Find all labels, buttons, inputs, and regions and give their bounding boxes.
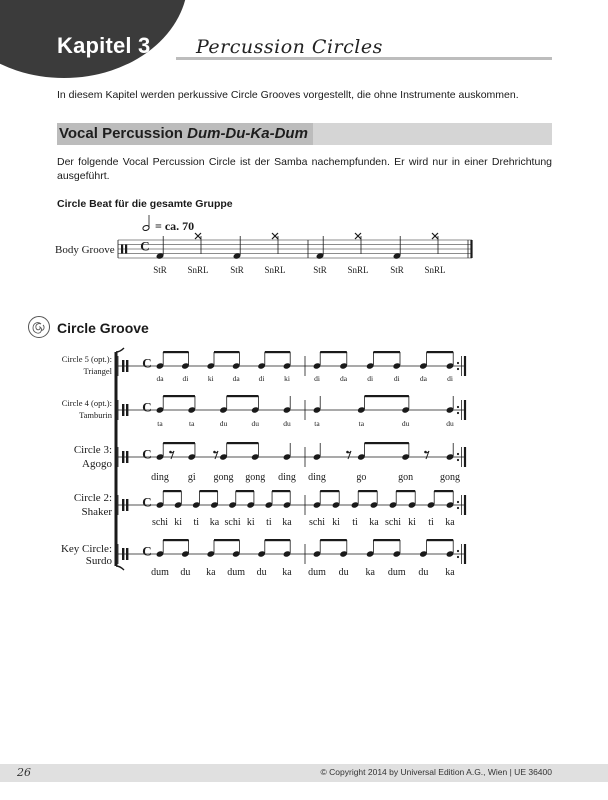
percussion-clef: [122, 451, 124, 463]
note-beam: [373, 351, 400, 353]
note-beam: [427, 539, 454, 541]
part-label: Key Circle:: [60, 543, 112, 555]
groove-lyric: di: [314, 374, 320, 383]
common-time: C: [142, 494, 152, 510]
groove-lyric: schi: [384, 517, 402, 528]
groove-lyric: ding: [308, 472, 326, 483]
section-title-plain: Vocal Percussion: [59, 125, 188, 142]
percussion-clef: [125, 245, 127, 254]
body-groove-syllable: StR: [230, 265, 244, 275]
note-beam: [163, 395, 195, 397]
groove-lyric: du: [338, 567, 349, 578]
groove-lyric: dum: [308, 567, 326, 578]
groove-lyric: ki: [207, 374, 214, 383]
repeat-dot: [457, 453, 459, 455]
eighth-rest-dot: [169, 451, 172, 454]
body-groove-syllable: SnRL: [424, 265, 446, 275]
percussion-clef: [122, 499, 124, 511]
note-beam: [163, 490, 181, 492]
page-number: 26: [17, 766, 31, 779]
body-groove-label: Body Groove: [55, 244, 115, 256]
note-beam: [214, 539, 239, 541]
note-beam: [365, 395, 409, 397]
tempo-mark: = ca. 70: [155, 219, 195, 233]
note-beam: [320, 539, 347, 541]
note-beam: [236, 490, 254, 492]
groove-lyric: ta: [157, 419, 163, 428]
groove-lyric: ki: [332, 517, 340, 528]
percussion-clef: [122, 360, 124, 372]
note-beam: [272, 490, 290, 492]
body-groove-syllable: StR: [153, 265, 167, 275]
repeat-dot: [457, 368, 459, 370]
groove-lyric: ding: [278, 472, 296, 483]
groove-lyric: dum: [387, 567, 406, 578]
groove-lyric: dum: [151, 567, 169, 578]
groove-lyric: di: [447, 374, 453, 383]
chapter-title: Percussion Circles: [196, 36, 383, 58]
groove-lyric: ka: [282, 567, 292, 578]
common-time: C: [140, 238, 150, 254]
note-beam: [265, 351, 290, 353]
groove-lyric: gong: [245, 472, 266, 483]
groove-lyric: du: [401, 419, 410, 428]
groove-lyric: du: [219, 419, 228, 428]
note-beam: [227, 395, 259, 397]
percussion-clef: [126, 499, 128, 511]
note-beam: [320, 490, 339, 492]
note-beam: [265, 539, 290, 541]
part-label: Tamburin: [79, 410, 112, 420]
part-label: Circle 4 (opt.):: [61, 398, 112, 408]
system-bracket: [116, 566, 124, 570]
groove-lyric: schi: [224, 517, 241, 528]
part-label: Shaker: [81, 506, 112, 518]
groove-lyric: du: [283, 419, 291, 428]
groove-lyric: di: [393, 374, 400, 383]
groove-lyric: di: [258, 374, 265, 383]
groove-lyric: ta: [358, 419, 365, 428]
body-groove-syllable: SnRL: [347, 265, 369, 275]
groove-lyric: di: [367, 374, 374, 383]
note-beam: [163, 351, 188, 353]
note-beam: [396, 490, 415, 492]
groove-lyric: ka: [365, 567, 375, 578]
body-groove-syllable: StR: [313, 265, 327, 275]
repeat-dot: [457, 501, 459, 503]
groove-lyric: ta: [189, 419, 195, 428]
groove-lyric: ki: [408, 517, 416, 528]
eighth-rest-dot: [213, 451, 216, 454]
chapter-number: Kapitel 3: [57, 33, 151, 58]
repeat-dot: [457, 459, 459, 461]
groove-lyric: du: [251, 419, 259, 428]
percussion-clef: [122, 404, 124, 416]
groove-lyric: da: [340, 374, 348, 383]
groove-lyric: ding: [151, 472, 169, 483]
repeat-dot: [457, 507, 459, 509]
system-bracket: [116, 348, 124, 352]
repeat-dot: [457, 550, 459, 552]
repeat-dot: [457, 412, 459, 414]
section-description: Der folgende Vocal Percussion Circle ist der Samba nachempfunden. Er wird nur in einer Drehrichtung ausgeführt.: [57, 156, 552, 182]
common-time: C: [142, 446, 152, 462]
groove-lyric: da: [419, 374, 427, 383]
percussion-clef: [126, 404, 128, 416]
groove-lyric: gi: [187, 472, 196, 483]
groove-lyric: ti: [193, 517, 200, 528]
common-time: C: [142, 543, 152, 559]
part-label: Circle 5 (opt.):: [61, 354, 112, 364]
common-time: C: [142, 399, 152, 415]
note-beam: [427, 351, 454, 353]
groove-lyric: ti: [266, 517, 272, 528]
groove-lyric: gong: [213, 472, 234, 483]
groove-lyric: schi: [308, 517, 326, 528]
groove-lyric: du: [256, 567, 267, 578]
eighth-rest-dot: [346, 451, 349, 454]
note-beam: [227, 442, 259, 444]
part-label: Surdo: [85, 555, 112, 567]
groove-lyric: du: [180, 567, 191, 578]
chapter-intro: In diesem Kapitel werden perkussive Circle Grooves vorgestellt, die ohne Instrumente auskommen.: [57, 89, 519, 101]
part-label: Triangel: [83, 366, 112, 376]
circle-beat-heading: Circle Beat für die gesamte Gruppe: [57, 198, 233, 210]
groove-lyric: gon: [398, 472, 414, 483]
note-beam: [434, 490, 453, 492]
part-label: Circle 2:: [73, 492, 112, 504]
groove-lyric: ki: [246, 517, 255, 528]
repeat-dot: [457, 406, 459, 408]
part-label: Circle 3:: [73, 444, 112, 456]
groove-lyric: ta: [314, 419, 320, 428]
common-time: C: [142, 355, 152, 371]
groove-lyric: ki: [284, 374, 290, 383]
body-groove-syllable: StR: [390, 265, 404, 275]
groove-lyric: gong: [440, 472, 460, 483]
groove-lyric: ka: [209, 517, 220, 528]
percussion-clef: [126, 451, 128, 463]
repeat-dot: [457, 362, 459, 364]
groove-lyric: di: [182, 374, 189, 383]
groove-lyric: go: [356, 472, 367, 483]
groove-lyric: ti: [352, 517, 358, 528]
note-beam: [214, 351, 239, 353]
note-beam: [358, 490, 377, 492]
copyright: © Copyright 2014 by Universal Edition A.G., Wien | UE 36400: [320, 767, 552, 777]
body-groove-syllable: SnRL: [187, 265, 209, 275]
groove-lyric: ka: [445, 567, 455, 578]
groove-lyric: ka: [282, 517, 292, 528]
groove-lyric: ka: [206, 567, 216, 578]
note-beam: [199, 490, 217, 492]
note-beam: [365, 442, 409, 444]
percussion-clef: [122, 548, 124, 560]
groove-lyric: da: [156, 374, 164, 383]
section-title-italic: Dum-Du-Ka-Dum: [187, 125, 308, 142]
repeat-dot: [457, 556, 459, 558]
groove-lyric: schi: [151, 517, 169, 528]
groove-lyric: du: [418, 567, 429, 578]
percussion-clef: [121, 245, 123, 254]
body-groove-syllable: SnRL: [264, 265, 286, 275]
groove-lyric: ka: [445, 517, 455, 528]
circle-groove-heading: Circle Groove: [57, 320, 149, 336]
groove-lyric: ti: [428, 517, 434, 528]
groove-lyric: da: [232, 374, 240, 383]
note-beam: [320, 351, 347, 353]
groove-lyric: dum: [227, 567, 246, 578]
percussion-clef: [126, 360, 128, 372]
note-beam: [163, 442, 195, 444]
part-label: Agogo: [82, 458, 112, 470]
note-beam: [163, 539, 188, 541]
groove-lyric: du: [446, 419, 454, 428]
percussion-clef: [126, 548, 128, 560]
groove-lyric: ki: [174, 517, 183, 528]
groove-lyric: ka: [369, 517, 379, 528]
note-beam: [373, 539, 400, 541]
eighth-rest-dot: [424, 451, 427, 454]
